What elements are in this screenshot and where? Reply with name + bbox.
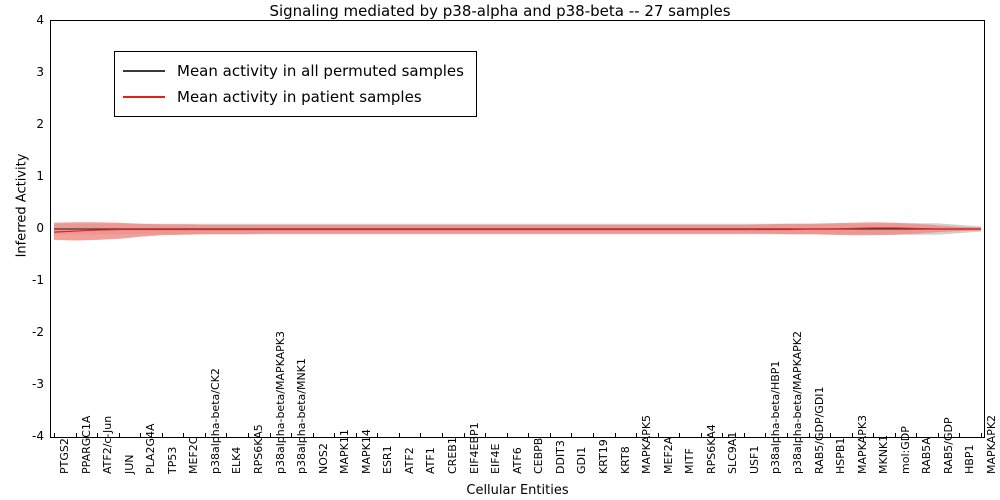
x-tick-mark [248, 433, 249, 438]
x-tick-mark [550, 433, 551, 438]
x-tick-mark [809, 433, 810, 438]
plot-area [50, 20, 985, 438]
x-tick-label: JUN [122, 454, 136, 474]
y-axis-label: Inferred Activity [14, 153, 30, 258]
x-tick-label: RAB5/GDP/GDI1 [812, 386, 826, 474]
legend-swatch-patient [123, 96, 165, 98]
x-tick-mark [183, 433, 184, 438]
x-tick-label: MKNK1 [877, 434, 891, 474]
y-tick-label: 3 [36, 65, 44, 79]
x-tick-label: ELK4 [230, 446, 244, 474]
legend-label-permuted: Mean activity in all permuted samples [177, 62, 464, 80]
x-tick-label: p38alpha-beta/MAPKAPK2 [790, 331, 804, 474]
x-tick-label: RAB5/GDP [941, 417, 955, 474]
x-tick-label: MAPKAPK3 [855, 414, 869, 474]
x-tick-label: HBP1 [963, 444, 977, 474]
x-tick-label: MEF2A [661, 436, 675, 474]
x-tick-label: CEBPB [532, 437, 546, 474]
x-tick-label: KRT19 [596, 439, 610, 474]
x-tick-label: RPS6KA4 [704, 424, 718, 474]
x-tick-label: p38alpha-beta/CK2 [208, 368, 222, 474]
x-axis-label: Cellular Entities [466, 483, 569, 498]
x-tick-mark [334, 433, 335, 438]
x-tick-mark [162, 433, 163, 438]
x-tick-mark [765, 433, 766, 438]
y-tick-label: -4 [32, 429, 44, 443]
y-tick-label: 1 [36, 169, 44, 183]
x-tick-mark [377, 433, 378, 438]
x-tick-mark [830, 433, 831, 438]
x-tick-mark [54, 433, 55, 438]
x-tick-mark [895, 433, 896, 438]
chart-title: Signaling mediated by p38-alpha and p38-beta -- 27 samples [269, 2, 731, 20]
y-tick-label: -1 [32, 273, 44, 287]
x-tick-label: RPS6KA5 [252, 424, 266, 474]
x-tick-mark [291, 433, 292, 438]
x-tick-mark [507, 433, 508, 438]
y-tick-label: 0 [36, 221, 44, 235]
x-tick-mark [916, 433, 917, 438]
x-tick-mark [873, 433, 874, 438]
x-tick-mark [615, 433, 616, 438]
x-tick-mark [679, 433, 680, 438]
confidence-bands [54, 222, 981, 240]
x-tick-label: ATF2 [402, 447, 416, 474]
x-tick-label: ATF1 [424, 447, 438, 474]
x-tick-label: MEF2C [187, 436, 201, 474]
x-tick-mark [571, 433, 572, 438]
x-tick-mark [313, 433, 314, 438]
x-tick-label: TP53 [165, 446, 179, 474]
x-tick-mark [140, 433, 141, 438]
x-tick-label: USF1 [747, 445, 761, 474]
x-tick-label: ESR1 [381, 445, 395, 474]
x-tick-mark [399, 433, 400, 438]
x-tick-mark [356, 433, 357, 438]
x-tick-mark [76, 433, 77, 438]
x-tick-mark [205, 433, 206, 438]
x-tick-mark [938, 433, 939, 438]
x-tick-mark [270, 433, 271, 438]
x-tick-label: p38alpha-beta/HBP1 [769, 360, 783, 474]
x-tick-mark [959, 433, 960, 438]
x-tick-label: GDI1 [575, 446, 589, 474]
legend-item [123, 58, 464, 84]
x-tick-label: KRT8 [618, 446, 632, 474]
x-tick-label: ATF6 [510, 447, 524, 474]
x-tick-mark [722, 433, 723, 438]
x-tick-mark [485, 433, 486, 438]
x-tick-label: MAPKAPK2 [985, 414, 998, 474]
x-tick-mark [852, 433, 853, 438]
x-tick-label: PPARGC1A [79, 415, 93, 474]
x-tick-label: ATF2/c-Jun [101, 415, 115, 474]
legend-item [123, 84, 464, 110]
x-tick-mark [97, 433, 98, 438]
x-tick-label: EIF4EBP1 [467, 422, 481, 474]
x-tick-mark [442, 433, 443, 438]
x-tick-mark [744, 433, 745, 438]
x-tick-mark [658, 433, 659, 438]
x-tick-label: HSPB1 [834, 437, 848, 474]
x-tick-mark [226, 433, 227, 438]
confidence-band [54, 222, 981, 240]
y-tick-label: 4 [36, 13, 44, 27]
x-tick-label: MAPKAPK5 [640, 414, 654, 474]
x-tick-mark [528, 433, 529, 438]
x-tick-mark [119, 433, 120, 438]
x-tick-label: DDIT3 [553, 440, 567, 474]
x-tick-mark [464, 433, 465, 438]
x-tick-mark [701, 433, 702, 438]
y-tick-label: 2 [36, 117, 44, 131]
y-tick-label: -3 [32, 377, 44, 391]
x-tick-label: mol:GDP [898, 426, 912, 474]
legend-swatch-permuted [123, 70, 165, 72]
x-tick-label: MAPK11 [338, 429, 352, 474]
x-tick-label: EIF4E [489, 443, 503, 474]
x-tick-mark [787, 433, 788, 438]
x-tick-label: SLC9A1 [726, 431, 740, 474]
x-tick-label: CREB1 [446, 437, 460, 474]
x-tick-mark [420, 433, 421, 438]
x-tick-label: RAB5A [920, 437, 934, 474]
x-tick-label: PLA2G4A [144, 423, 158, 474]
x-tick-mark [981, 433, 982, 438]
legend-label-patient: Mean activity in patient samples [177, 88, 422, 106]
chart-legend [114, 51, 477, 117]
x-tick-label: p38alpha-beta/MNK1 [295, 358, 309, 474]
x-tick-label: PTGS2 [58, 438, 71, 474]
x-tick-label: NOS2 [316, 443, 330, 474]
x-tick-mark [593, 433, 594, 438]
x-tick-mark [636, 433, 637, 438]
y-tick-label: -2 [32, 325, 44, 339]
x-tick-label: p38alpha-beta/MAPKAPK3 [273, 331, 287, 474]
x-tick-label: MITF [683, 448, 697, 474]
x-tick-label: MAPK14 [359, 429, 373, 474]
